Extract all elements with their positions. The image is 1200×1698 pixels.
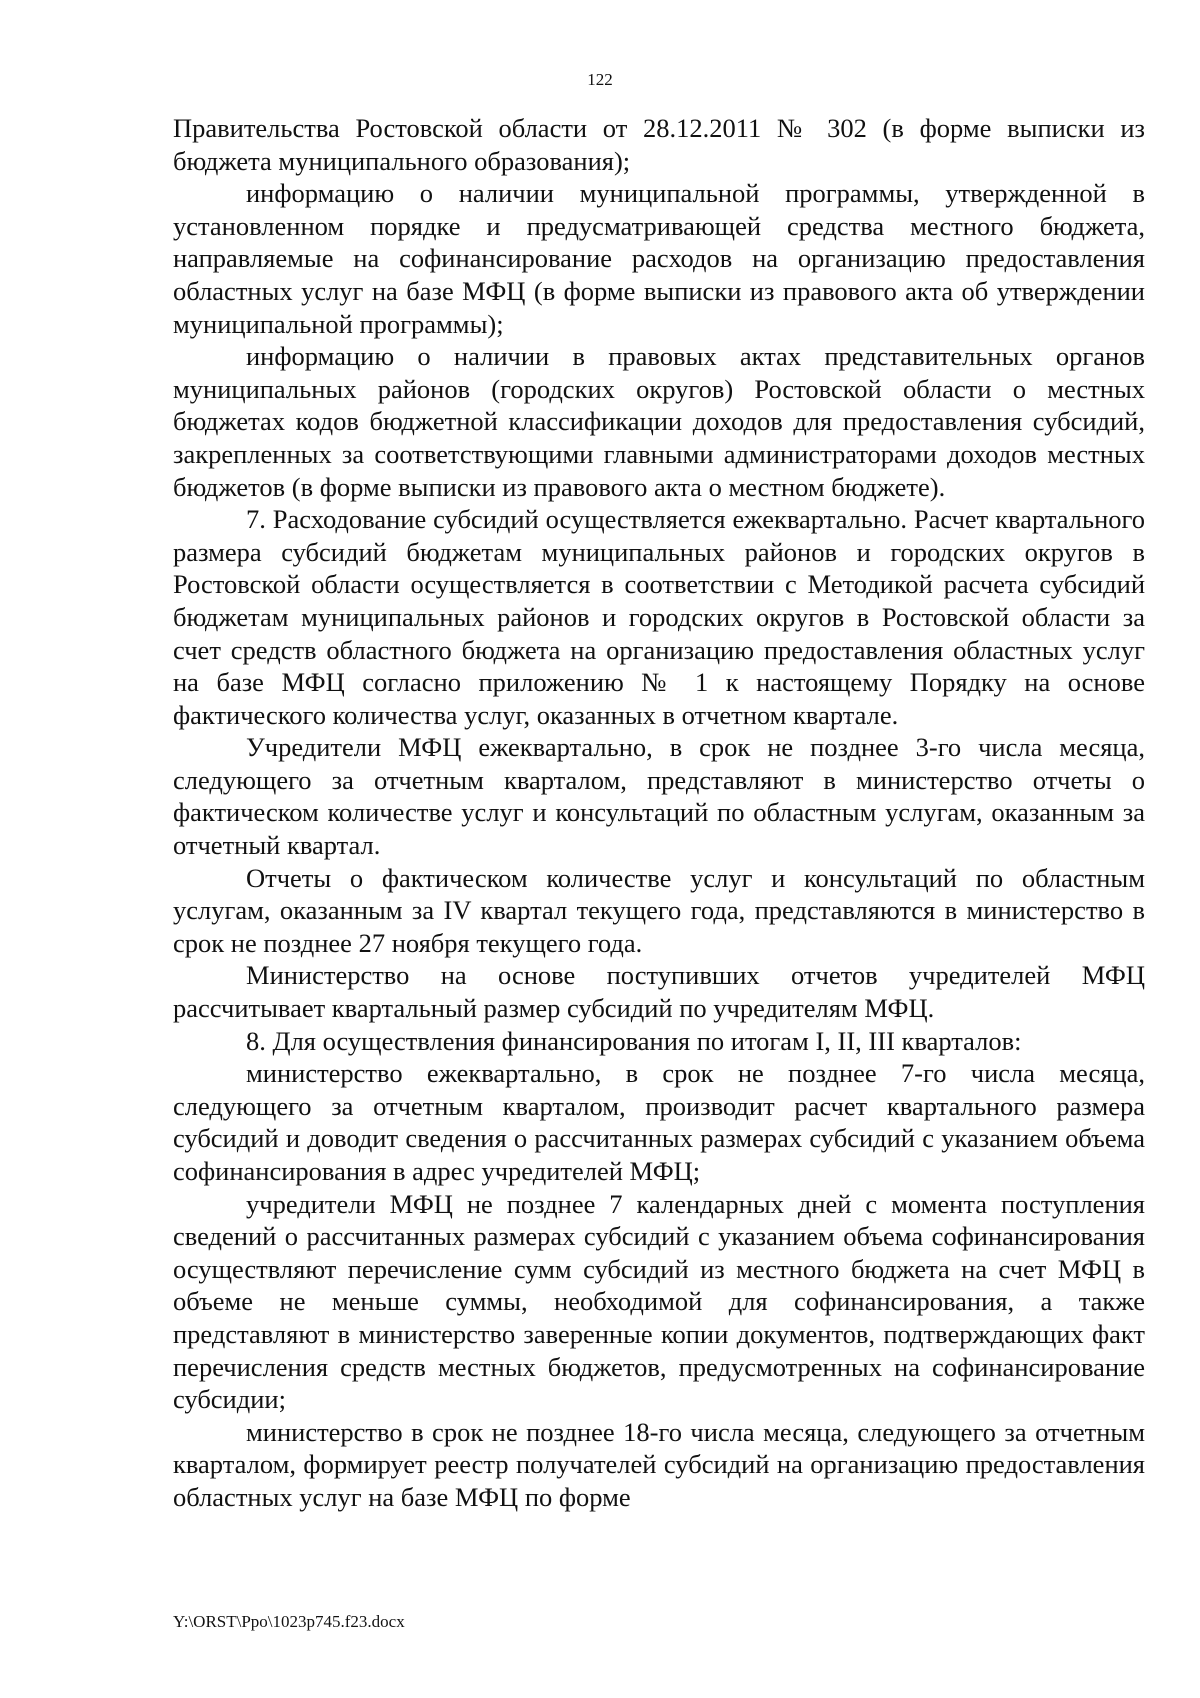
paragraph: учредители МФЦ не позднее 7 календарных дней с момента поступления сведений о рассчитанных размерах субсидий с указанием объема софинансирования осуществляют перечисление сумм субсидий из местного бюджета на счет МФЦ в объеме не меньше суммы, необходимой для софинансирования, а также представляют в министерство заверенные копии документов, подтверждающих факт перечисления средств местных бюджетов, предусмотренных на софинансирование субсидии; <box>173 1188 1145 1415</box>
page-number: 122 <box>587 70 613 89</box>
paragraph: информацию о наличии в правовых актах представительных органов муниципальных районов (городских округов) Ростовской области о местных бюджетах кодов бюджетной классификации доходов для предоставления субсидий, закрепленных за соответствующими главными администраторами доходов местных бюджетов (в форме выписки из правового акта о местном бюджете). <box>173 341 1145 502</box>
paragraph: 8. Для осуществления финансирования по итогам I, II, III кварталов: <box>246 1025 1022 1056</box>
paragraph: Отчеты о фактическом количестве услуг и консультаций по областным услугам, оказанным за IV квартал текущего года, представляются в министерство в срок не позднее 27 ноября текущего года. <box>173 862 1145 958</box>
paragraph: Учредители МФЦ ежеквартально, в срок не позднее 3-го числа месяца, следующего за отчетным кварталом, представляют в министерство отчеты о фактическом количестве услуг и консультаций по областным услугам, оказанным за отчетный квартал. <box>173 732 1145 861</box>
paragraph: Правительства Ростовской области от 28.12.2011 № 302 (в форме выписки из бюджета муниципального образования); <box>173 113 1145 176</box>
paragraph: 7. Расходование субсидий осуществляется ежеквартально. Расчет квартального размера субсидий бюджетам муниципальных районов и городских округов в Ростовской области осуществляется в соответствии с Методикой расчета субсидий бюджетам муниципальных районов и городских округов в Ростовской области за счет средств областного бюджета на организацию предоставления областных услуг на базе МФЦ согласно приложению № 1 к настоящему Порядку на основе фактического количества услуг, оказанных в отчетном квартале. <box>173 504 1145 730</box>
paragraph: министерство ежеквартально, в срок не позднее 7-го числа месяца, следующего за отчетным кварталом, производит расчет квартального размера субсидий и доводит сведения о рассчитанных размерах субсидий с указанием объема софинансирования в адрес учредителей МФЦ; <box>173 1058 1145 1186</box>
paragraph: информацию о наличии муниципальной программы, утвержденной в установленном порядке и предусматривающей средства местного бюджета, направляемые на софинансирование расходов на организацию предоставления областных услуг на базе МФЦ (в форме выписки из правового акта об утверждении муниципальной программы); <box>173 178 1145 339</box>
document-body <box>173 112 1145 1514</box>
paragraph: Министерство на основе поступивших отчетов учредителей МФЦ рассчитывает квартальный размер субсидий по учредителям МФЦ. <box>173 960 1145 1024</box>
file-path-footer: Y:\ORST\Ppo\1023p745.f23.docx <box>173 1612 405 1631</box>
paragraph: министерство в срок не позднее 18-го числа месяца, следующего за отчетным кварталом, формирует реестр получателей субсидий на организацию предоставления областных услуг на базе МФЦ по форме <box>173 1416 1145 1512</box>
